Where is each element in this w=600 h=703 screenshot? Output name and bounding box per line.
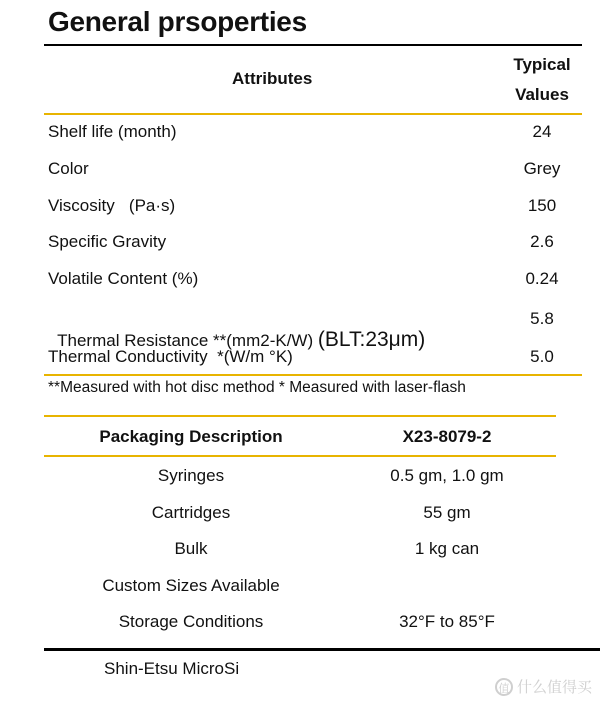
- packaging-label-bulk: Bulk: [174, 539, 208, 558]
- thermal-resistance-label-text: Thermal Resistance **(mm2-K/W): [57, 331, 318, 350]
- thermal-resistance-blt: (BLT:23μm): [317, 328, 426, 351]
- packaging-label-syringes: Syringes: [157, 466, 225, 485]
- property-label-shelf-life: Shelf life (month): [48, 122, 177, 141]
- packaging-label-custom-sizes: Custom Sizes Available: [102, 576, 280, 595]
- property-value-specific-gravity: 2.6: [530, 232, 554, 251]
- title-underline: [44, 44, 582, 46]
- property-label-color: Color: [48, 159, 89, 178]
- packaging-label-cartridges: Cartridges: [151, 503, 231, 522]
- attributes-header: Attributes: [232, 69, 313, 88]
- product-code-header: X23-8079-2: [402, 427, 492, 446]
- packaging-value-cartridges: 55 gm: [423, 503, 471, 522]
- packaging-description-header: Packaging Description: [99, 427, 283, 446]
- measurement-note: **Measured with hot disc method * Measured with laser-flash: [48, 379, 466, 396]
- page-title: General prsoperties: [48, 6, 307, 37]
- watermark-logo-icon: 值: [495, 678, 513, 696]
- properties-bottom-rule: [44, 374, 582, 376]
- property-label-specific-gravity: Specific Gravity: [48, 232, 167, 251]
- company-name: Shin-Etsu MicroSi: [104, 659, 240, 678]
- property-label-viscosity: Viscosity (Pa·s): [48, 196, 176, 215]
- property-value-thermal-conductivity: 5.0: [530, 347, 554, 366]
- footer-rule: [44, 648, 600, 651]
- packaging-header-rule: [44, 455, 556, 457]
- packaging-value-syringes: 0.5 gm, 1.0 gm: [390, 466, 504, 485]
- property-value-thermal-resistance: 5.8: [530, 309, 554, 328]
- typical-values-header-line2: Values: [515, 85, 569, 104]
- packaging-top-rule: [44, 415, 556, 417]
- watermark: [495, 676, 592, 697]
- typical-values-header-line1: Typical: [513, 55, 571, 74]
- property-label-thermal-resistance: [48, 308, 425, 352]
- property-value-volatile-content: 0.24: [525, 269, 559, 288]
- property-value-viscosity: 150: [527, 196, 557, 215]
- packaging-value-storage: 32°F to 85°F: [399, 612, 495, 631]
- property-value-color: Grey: [523, 159, 561, 178]
- watermark-text: 什么值得买: [516, 679, 592, 696]
- property-label-volatile-content: Volatile Content (%): [48, 269, 199, 288]
- properties-header-rule: [44, 113, 582, 115]
- property-label-thermal-conductivity: Thermal Conductivity *(W/m °K): [48, 347, 293, 366]
- packaging-value-bulk: 1 kg can: [414, 539, 480, 558]
- property-value-shelf-life: 24: [532, 122, 552, 141]
- packaging-label-storage: Storage Conditions: [118, 612, 264, 631]
